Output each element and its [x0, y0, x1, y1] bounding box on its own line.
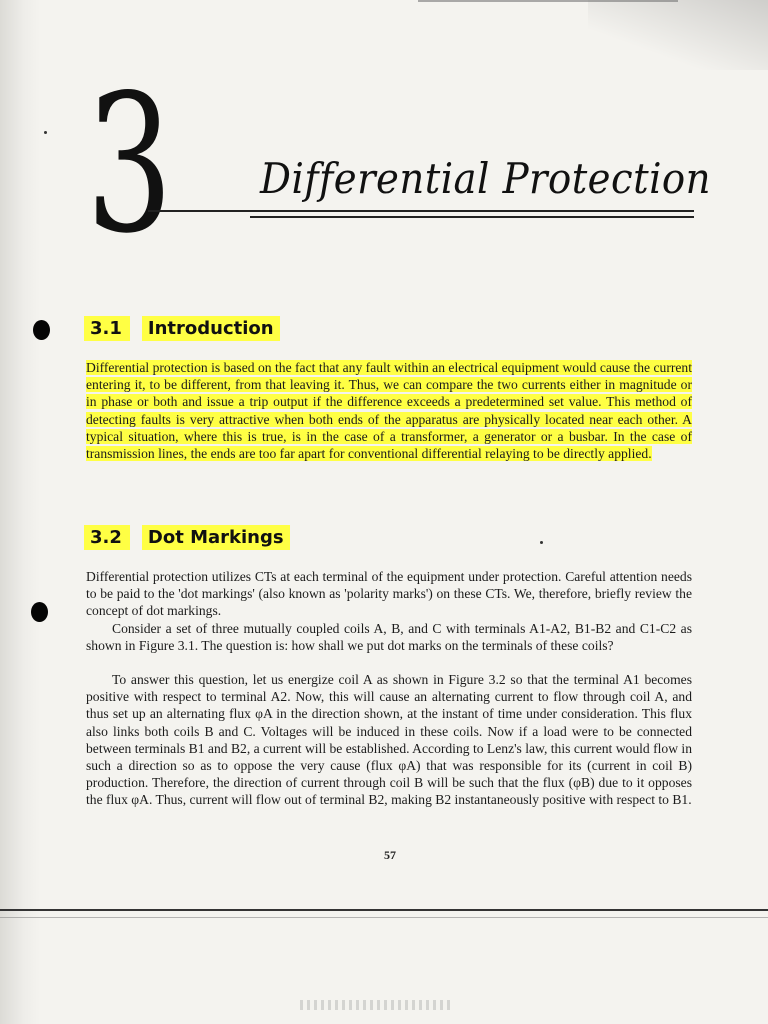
binder-hole-mark: [33, 320, 50, 340]
chapter-title: Differential Protection: [260, 154, 711, 203]
chapter-rule: [148, 210, 694, 212]
paragraph-dot-markings-3: To answer this question, let us energize coil A as shown in Figure 3.2 so that the terminal A1 becomes positive with respect to terminal A2. Now, this will cause an alternating current to flow through coil A, and thus set up an alternating flux φA in the direction shown, at the instant of time under consideration. This flux also links both coils B and C. Voltages will be induced in these coils. Now if a load were to be connected between terminals B1 and B2, a current will be established. According to Lenz's law, this current would flow in such a direction so as to oppose the very cause (flux φA) that was responsible for its (current in coil B) production. Therefore, the direction of current through coil B will be such that the flux (φB) due to it opposes the flux φA. Thus, current will flow out of terminal B2, making B2 instantaneously positive with respect to B1.: [86, 672, 692, 808]
scan-shadow: [588, 0, 768, 70]
section-number: 3.2: [84, 525, 130, 550]
paragraph-introduction: [86, 359, 692, 462]
scan-smudge: [300, 1000, 450, 1010]
section-heading-dot-markings: [84, 525, 290, 550]
scan-speck: [540, 541, 543, 544]
paragraph-dot-markings-2: Consider a set of three mutually coupled coils A, B, and C with terminals A1-A2, B1-B2 and C1-C2 as shown in Figure 3.1. The question is: how shall we put dot marks on the terminals of these coils?: [86, 621, 692, 654]
section-title: Introduction: [142, 316, 280, 341]
page-bottom-rule-faint: [0, 917, 768, 918]
paragraph-dot-markings-1: Differential protection utilizes CTs at each terminal of the equipment under protection. Careful attention needs to be paid to the 'dot markings' (also known as 'polarity marks') on these CTs. We, therefore, briefly review the concept of dot markings.: [86, 569, 692, 619]
chapter-rule-secondary: [250, 216, 694, 218]
chapter-number: 3: [86, 54, 171, 275]
section-heading-introduction: [84, 316, 280, 341]
scan-edge-line: [418, 0, 678, 6]
binder-hole-mark: [31, 602, 48, 622]
scan-speck: [44, 131, 47, 134]
page-bottom-rule: [0, 909, 768, 911]
section-title: Dot Markings: [142, 525, 290, 550]
highlighted-text: Differential protection is based on the fact that any fault within an electrical equipment would cause the current entering it, to be different, from that leaving it. Thus, we can compare the two currents either in magnitude or in phase or both and issue a trip output if the difference exceeds a predetermined set value. This method of detecting faults is very attractive when both ends of the apparatus are physically located near each other. A typical situation, where this is true, is in the case of a transformer, a generator or a busbar. In the case of transmission lines, the ends are too far apart for conventional differential relaying to be directly applied.: [86, 360, 692, 462]
page-number: 57: [384, 848, 396, 862]
page-edge-shadow: [0, 0, 40, 1024]
section-number: 3.1: [84, 316, 130, 341]
